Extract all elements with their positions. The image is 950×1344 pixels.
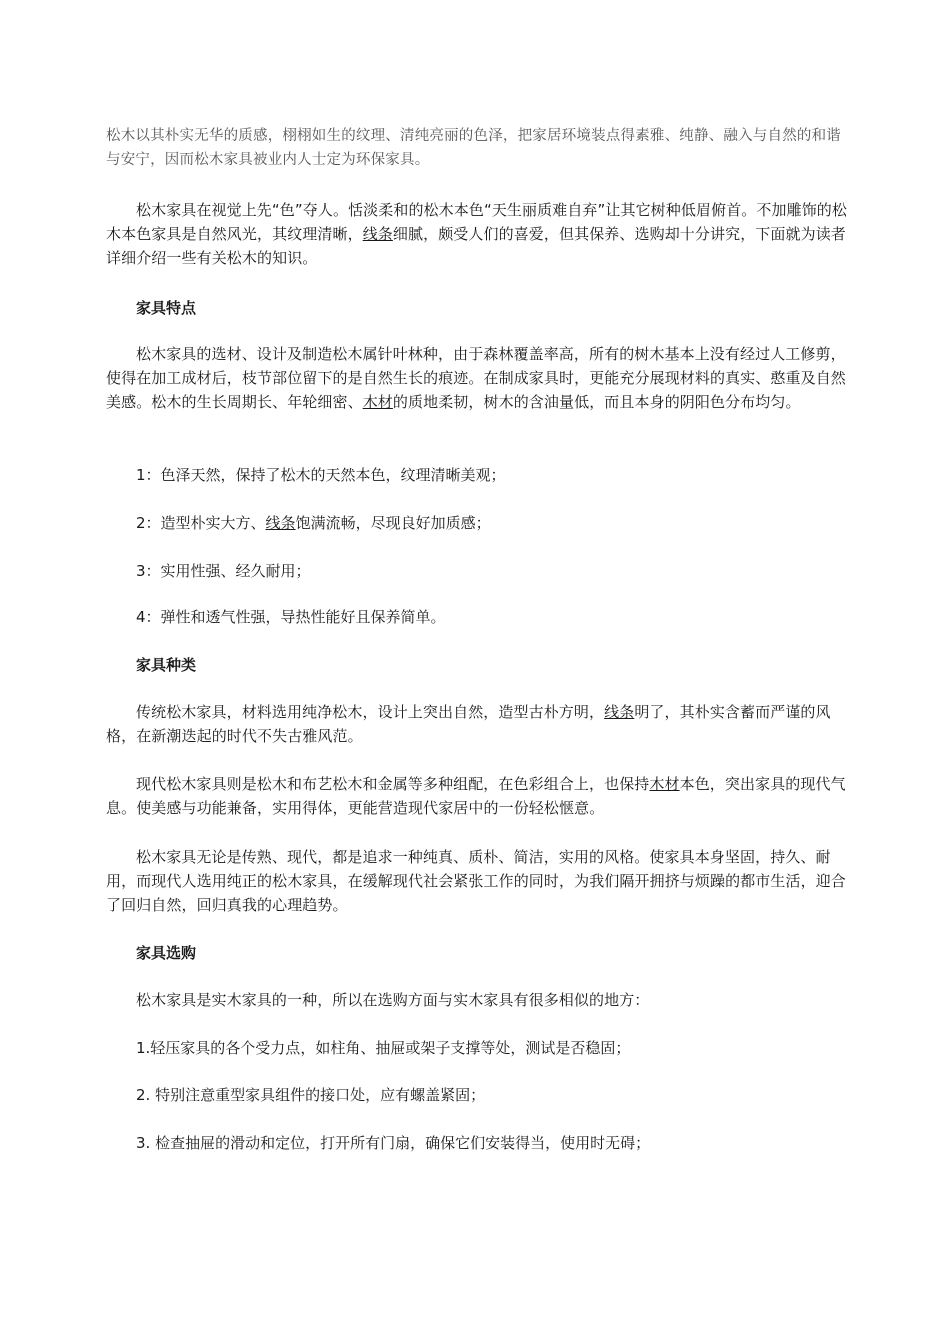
paragraph-buying-intro: 松木家具是实木家具的一种，所以在选购方面与实木家具有很多相似的地方： [136, 991, 650, 1009]
paragraph-style: 松木家具无论是传熟、现代，都是追求一种纯真、质朴、简洁，实用的风格。使家具本身坚固，持久、耐用，而现代人选用纯正的松木家具，在缓解现代社会紧张工作的同时，为我们隔开拥挤与烦躁的都市生活，迎合了回归自然，回归真我的心理趋势。 [106, 848, 846, 914]
link-timber[interactable]: 木材 [649, 775, 680, 793]
text-segment: 传统松木家具，材料选用纯净松木，设计上突出自然，造型古朴方明， [136, 703, 605, 721]
buying-tip-1: 1.轻压家具的各个受力点，如柱角、抽屉或架子支撑等处，测试是否稳固； [136, 1039, 631, 1057]
heading-features: 家具特点 [136, 299, 197, 317]
feature-item-1: 1：色泽天然，保持了松木的天然本色，纹理清晰美观； [136, 466, 506, 484]
text-segment: 松木家具的选材、设计及制造松木属针叶林种，由于森林覆盖率高，所有的树木基本上没有经过人工修剪，使得在加工成材后，枝节部位留下的是自然生长的痕迹。在制成家具时，更能充分展现材料的真实、憨重及自然美感。松木的生长周期长、年轮细密、 [106, 345, 846, 411]
paragraph-visual-appeal [106, 198, 851, 270]
buying-tip-2: 2. 特别注意重型家具组件的接口处，应有螺盖紧固； [136, 1086, 486, 1104]
text-segment: 松木家具在视觉上先“色”夺人。恬淡柔和的松木本色“天生丽质难自弃”让其它树种低眉俯首。不加雕饰的松木本色家具是自然风光，其纹理清晰， [106, 201, 847, 243]
heading-buying: 家具选购 [136, 944, 197, 962]
paragraph-modern [106, 772, 851, 820]
text-segment: 细腻，颇受人们的喜爱，但其保养、选购却十分讲究，下面就为读者详细介绍一些有关松木的知识。 [106, 225, 846, 267]
feature-item-4: 4：弹性和透气性强，导热性能好且保养简单。 [136, 608, 446, 626]
intro-paragraph: 松木以其朴实无华的质感，栩栩如生的纹理、清纯亮丽的色泽，把家居环境装点得素雅、纯静、融入与自然的和谐与安宁，因而松木家具被业内人士定为环保家具。 [106, 128, 841, 168]
text-segment: 2：造型朴实大方、 [136, 514, 266, 532]
text-segment: 本色，突出家具的现代气息。使美感与功能兼备，实用得体，更能营造现代家居中的一份轻松惬意。 [106, 775, 846, 817]
link-timber[interactable]: 木材 [362, 393, 393, 411]
link-lines[interactable]: 线条 [362, 225, 393, 243]
paragraph-features [106, 342, 851, 414]
text-segment: 的质地柔韧，树木的含油量低，而且本身的阴阳色分布均匀。 [392, 393, 801, 411]
feature-item-2 [136, 511, 851, 535]
text-segment: 现代松木家具则是松木和布艺松木和金属等多种组配，在色彩组合上，也保持 [136, 775, 650, 793]
heading-types: 家具种类 [136, 656, 197, 674]
buying-tip-3: 3. 检查抽屉的滑动和定位，打开所有门扇，确保它们安装得当，使用时无碍； [136, 1134, 651, 1152]
feature-item-3: 3：实用性强、经久耐用； [136, 562, 311, 580]
text-segment: 明了，其朴实含蓄而严谨的风格，在新潮迭起的时代不失古雅风范。 [106, 703, 831, 745]
link-lines[interactable]: 线条 [604, 703, 635, 721]
text-segment: 饱满流畅，尽现良好加质感； [295, 514, 491, 532]
link-lines[interactable]: 线条 [265, 514, 296, 532]
paragraph-traditional [106, 700, 851, 748]
